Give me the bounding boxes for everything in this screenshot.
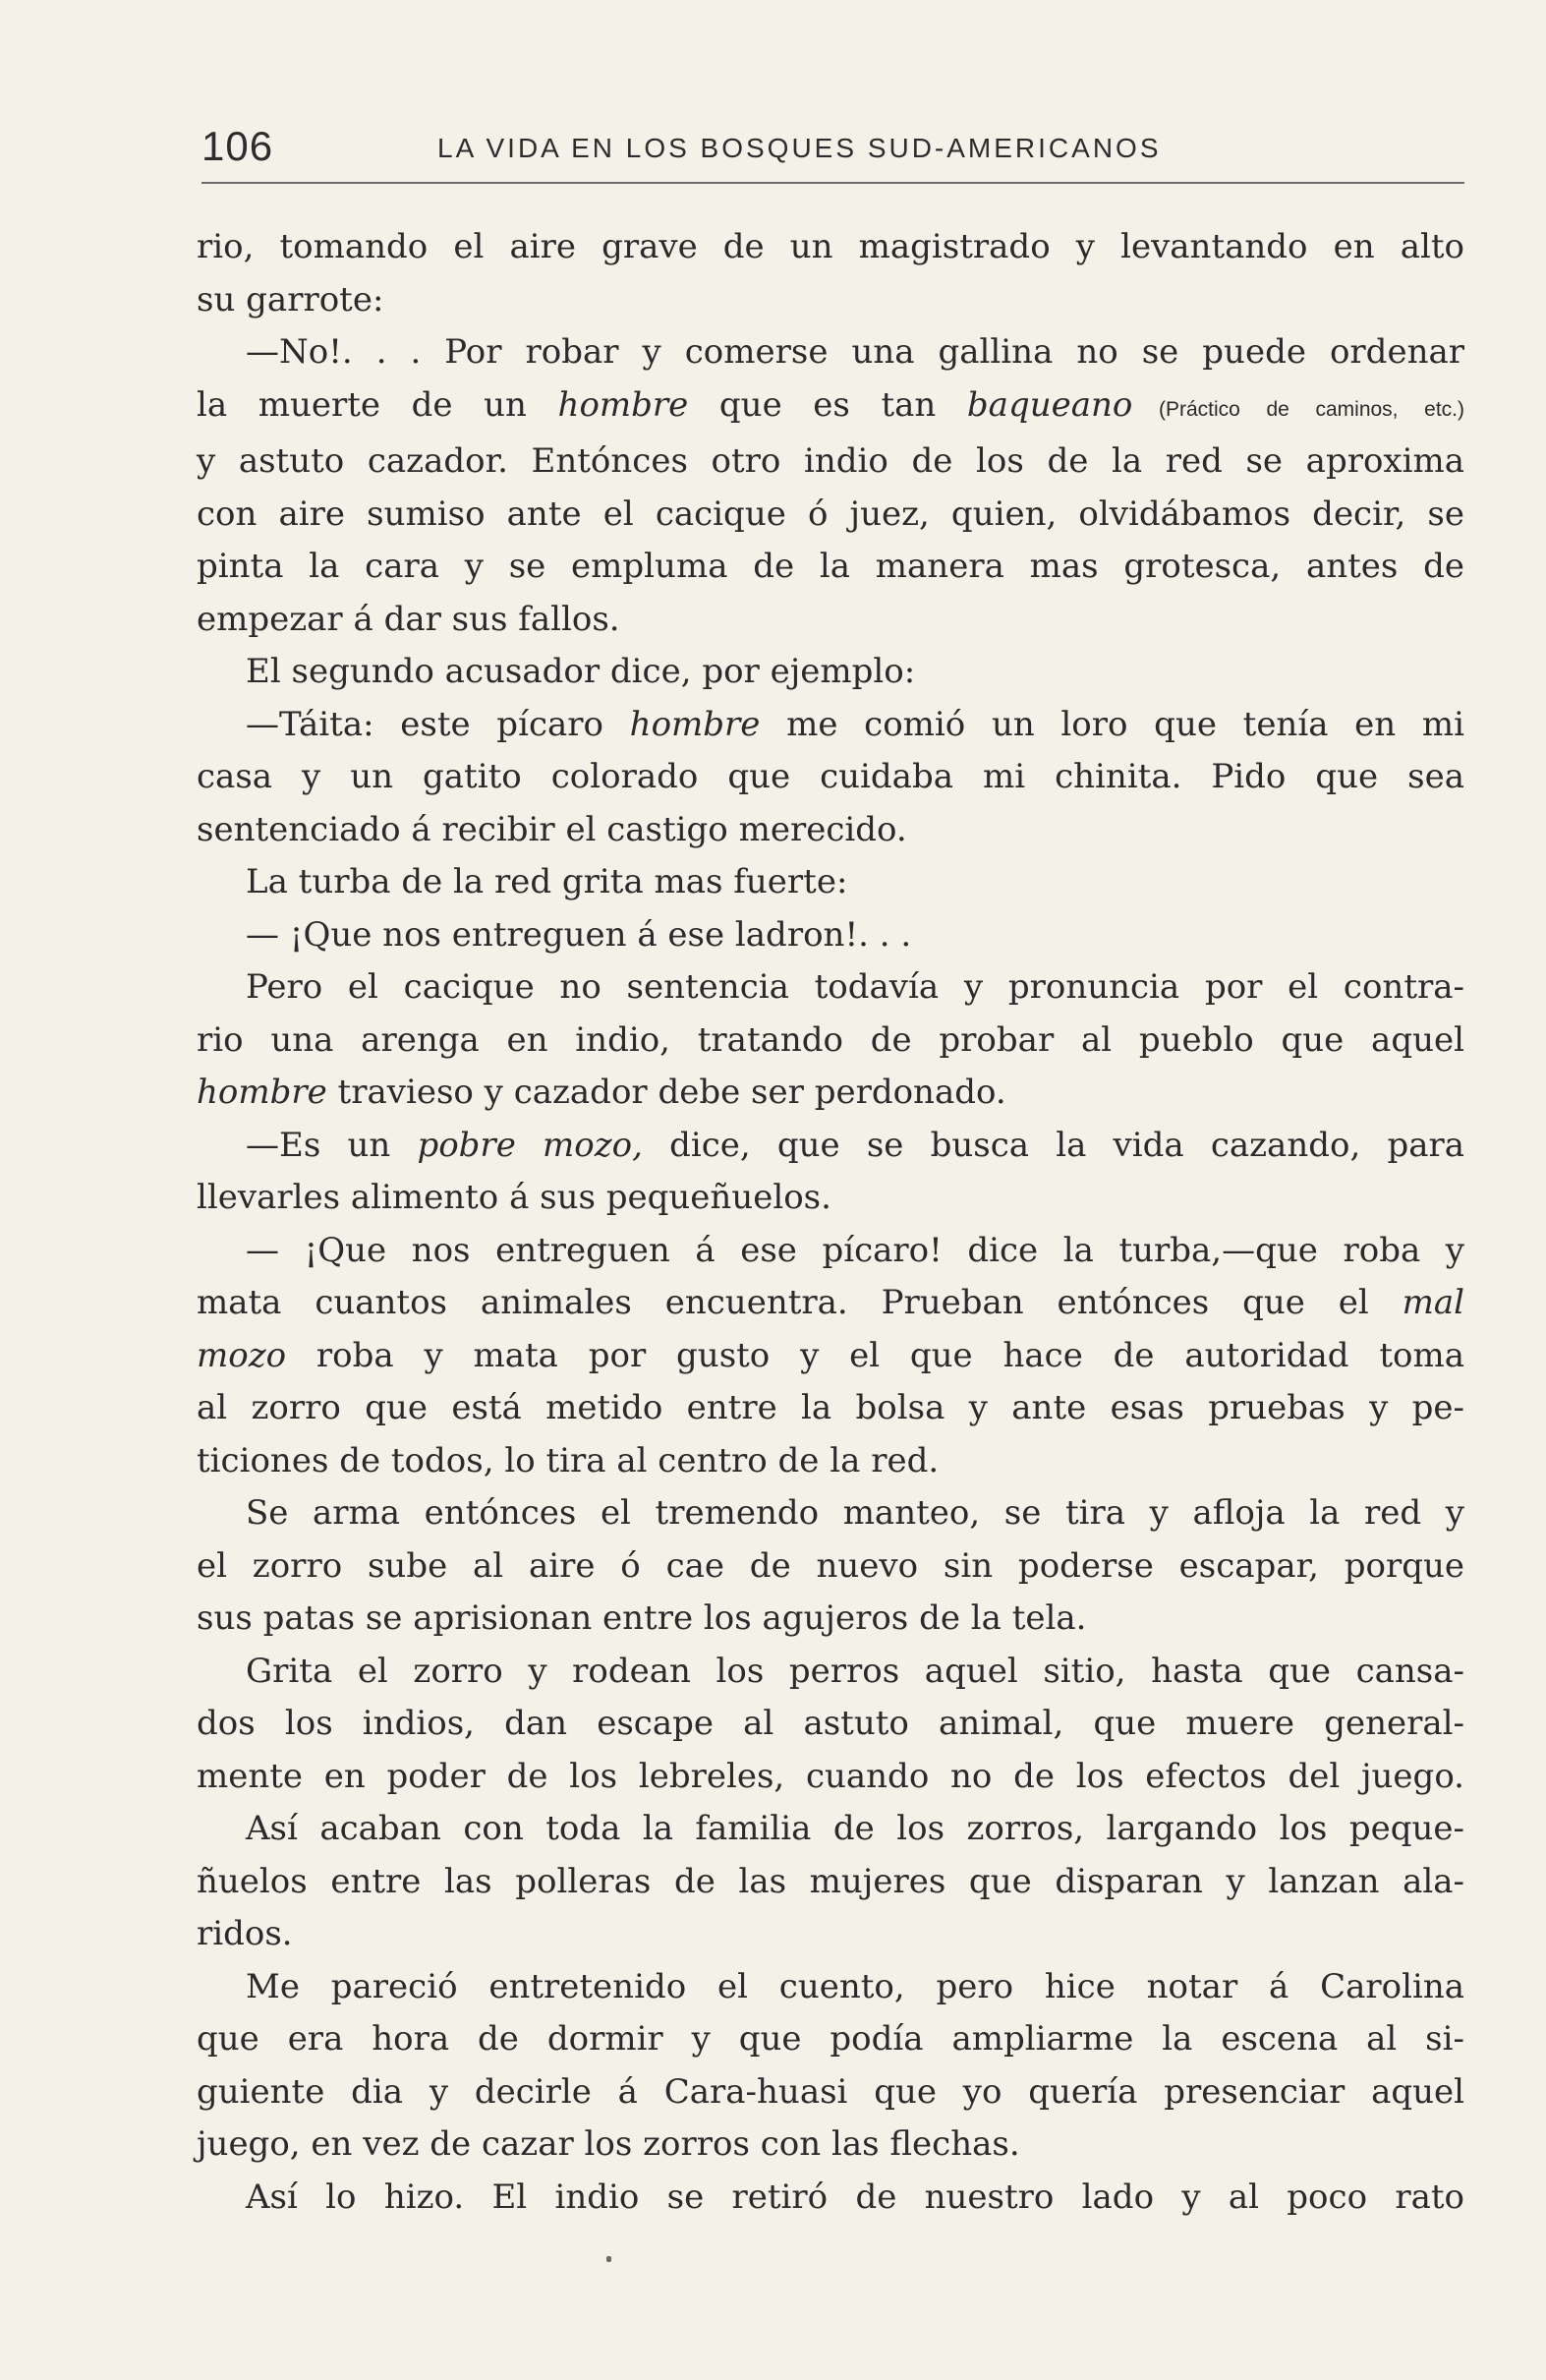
text-segment: —Es un [246, 1125, 418, 1165]
text-line: — ¡Que nos entreguen á ese ladron!. . . [246, 914, 912, 955]
italic-word: mal [1402, 1283, 1464, 1322]
printer-mark [606, 2256, 611, 2262]
text-line: dos los indios, dan escape al astuto animal, que muere general- [197, 1704, 1464, 1743]
text-segment: —Táita: este pícaro [246, 704, 630, 744]
text-segment: que es tan [688, 384, 967, 425]
text-line: que era hora de dormir y que podía ampliarme la escena al si- [197, 2019, 1464, 2059]
body-text [197, 221, 1464, 2224]
text-line: ridos. [197, 1914, 293, 1953]
running-head: LA VIDA EN LOS BOSQUES SUD-AMERICANOS [437, 133, 1162, 163]
text-line: mente en poder de los lebreles, cuando no de los efectos del juego. [197, 1756, 1464, 1796]
text-line: llevarles alimento á sus pequeñuelos. [197, 1178, 831, 1217]
page-number: 106 [201, 123, 274, 169]
text-line: —No!. . . Por robar y comerse una gallina no se puede ordenar [246, 332, 1464, 372]
text-line [197, 699, 1464, 752]
text-line: empezar á dar sus fallos. [197, 599, 620, 639]
text-line: sus patas se aprisionan entre los agujeros de la tela. [197, 1598, 1087, 1638]
italic-word: mozo [197, 1335, 287, 1375]
text-line [197, 1330, 1464, 1383]
text-line: ñuelos entre las polleras de las mujeres que disparan y lanzan ala- [197, 1861, 1464, 1901]
text-line [197, 1277, 1464, 1330]
italic-word: baqueano [966, 384, 1133, 425]
text-line: el zorro sube al aire ó cae de nuevo sin poderse escapar, porque [197, 1545, 1464, 1586]
italic-phrase: pobre mozo, [417, 1125, 643, 1165]
italic-word: hombre [197, 1073, 327, 1112]
text-line: y astuto cazador. Entónces otro indio de los de la red se aproxima [197, 441, 1464, 481]
text-segment: mata cuantos animales encuentra. Prueban entónces que el [197, 1283, 1403, 1322]
text-line: guiente dia y decirle á Cara-huasi que yo quería presenciar aquel [197, 2071, 1464, 2112]
text-line [197, 1067, 1464, 1120]
text-line: pinta la cara y se empluma de la manera mas grotesca, antes de [197, 547, 1464, 586]
text-line: Me pareció entretenido el cuento, pero hice notar á Carolina [246, 1966, 1464, 2006]
italic-word: hombre [629, 704, 761, 744]
italic-word: hombre [557, 384, 689, 425]
text-line [197, 1120, 1464, 1173]
text-line [197, 379, 1464, 436]
text-line: sentenciado á recibir el castigo merecido. [197, 809, 907, 849]
text-line: Así lo hizo. El indio se retiró de nuestro lado y al poco rato [246, 2177, 1464, 2217]
text-line: — ¡Que nos entreguen á ese pícaro! dice la turba,—que roba y [246, 1230, 1464, 1270]
text-line: El segundo acusador dice, por ejemplo: [246, 652, 916, 691]
text-line: juego, en vez de cazar los zorros con las flechas. [197, 2124, 1020, 2164]
text-line: Se arma entónces el tremendo manteo, se tira y afloja la red y [246, 1493, 1464, 1533]
text-line: rio una arenga en indio, tratando de probar al pueblo que aquel [197, 1019, 1464, 1060]
page-header [201, 123, 1464, 184]
text-segment: travieso y cazador debe ser perdonado. [326, 1073, 1006, 1112]
text-segment: dice, que se busca la vida cazando, para [642, 1125, 1464, 1165]
text-line: rio, tomando el aire grave de un magistrado y levantando en alto [197, 227, 1464, 266]
text-line: Grita el zorro y rodean los perros aquel sitio, hasta que cansa- [246, 1651, 1464, 1691]
text-line: Pero el cacique no sentencia todavía y pronuncia por el contra- [246, 967, 1464, 1007]
text-line: al zorro que está metido entre la bolsa y ante esas pruebas y pe- [197, 1388, 1464, 1427]
text-segment: la muerte de un [197, 384, 558, 425]
text-line: su garrote: [197, 279, 384, 319]
text-line: con aire sumiso ante el cacique ó juez, quien, olvidábamos decir, se [197, 493, 1464, 534]
text-line: Así acaban con toda la familia de los zorros, largando los peque- [246, 1809, 1464, 1848]
text-line: La turba de la red grita mas fuerte: [246, 862, 848, 901]
text-segment: me comió un loro que tenía en mi [760, 704, 1464, 744]
text-segment: roba y mata por gusto y el que hace de autoridad toma [286, 1335, 1464, 1375]
text-line: casa y un gatito colorado que cuidaba mi chinita. Pido que sea [197, 757, 1464, 796]
footnote-gloss: (Práctico de caminos, etc.) [1132, 397, 1464, 421]
text-line: ticiones de todos, lo tira al centro de la red. [197, 1440, 940, 1480]
